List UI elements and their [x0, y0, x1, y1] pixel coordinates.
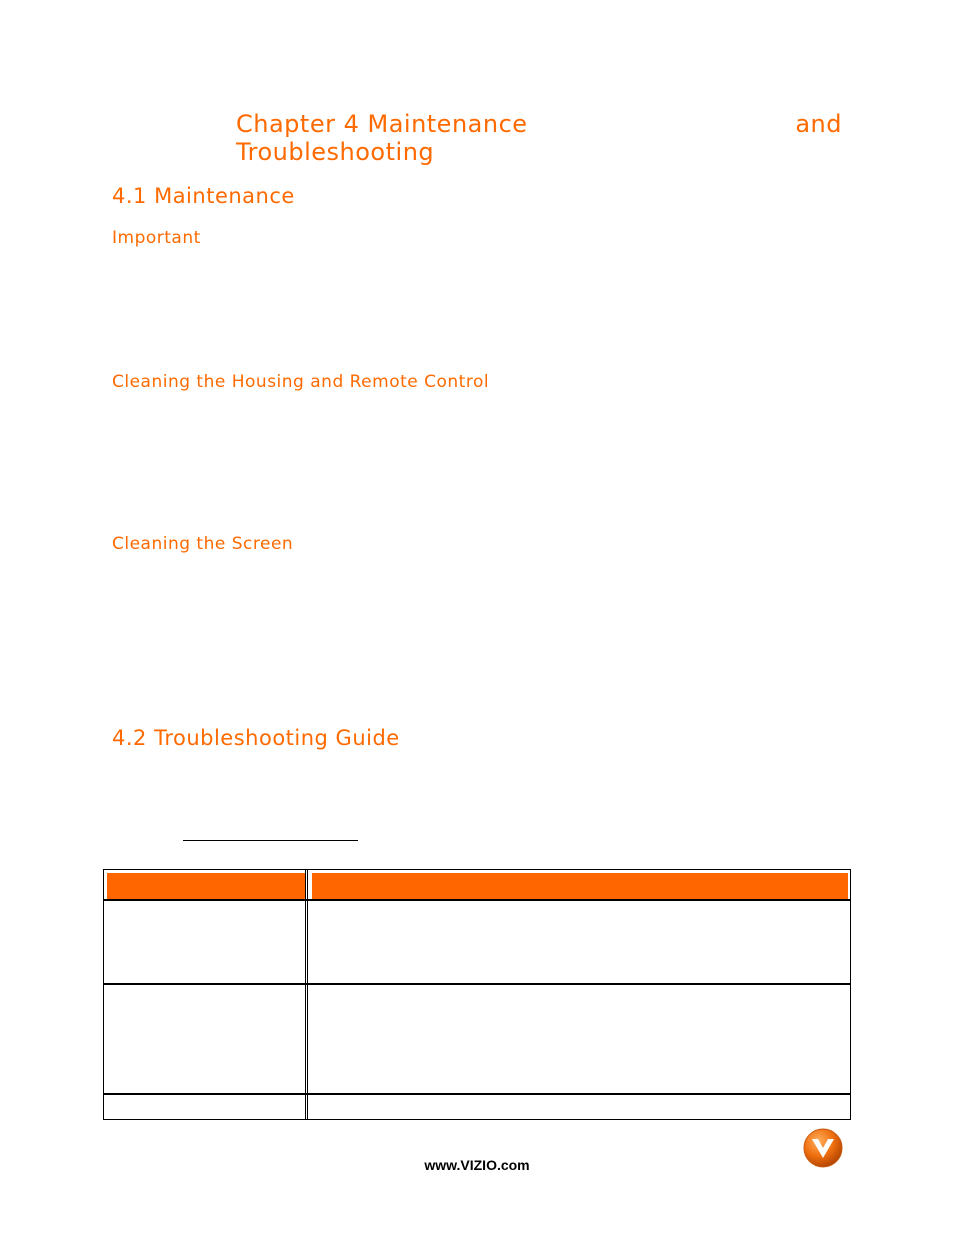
subsection-cleaning-screen: Cleaning the Screen: [112, 534, 294, 554]
table-row-divider: [104, 983, 850, 985]
chapter-title: [236, 110, 842, 166]
troubleshooting-table: [103, 869, 851, 1120]
vizio-v-logo-icon: [802, 1127, 844, 1169]
table-header-problem: [107, 873, 306, 900]
link-underline[interactable]: [183, 840, 358, 841]
table-row-divider: [104, 899, 850, 901]
section-maintenance-title: 4.1 Maintenance: [112, 184, 295, 208]
table-column-divider: [305, 870, 308, 1119]
subsection-cleaning-housing: Cleaning the Housing and Remote Control: [112, 372, 490, 392]
section-troubleshooting-title: 4.2 Troubleshooting Guide: [112, 726, 400, 750]
chapter-title-line2: Troubleshooting: [236, 138, 435, 166]
footer-url[interactable]: www.VIZIO.com: [424, 1157, 530, 1173]
table-header-solution: [312, 873, 848, 900]
chapter-title-part1: Chapter 4 Maintenance: [236, 110, 528, 138]
subsection-important: Important: [112, 228, 201, 248]
table-row-divider: [104, 1093, 850, 1095]
chapter-title-part2: and: [795, 110, 842, 138]
